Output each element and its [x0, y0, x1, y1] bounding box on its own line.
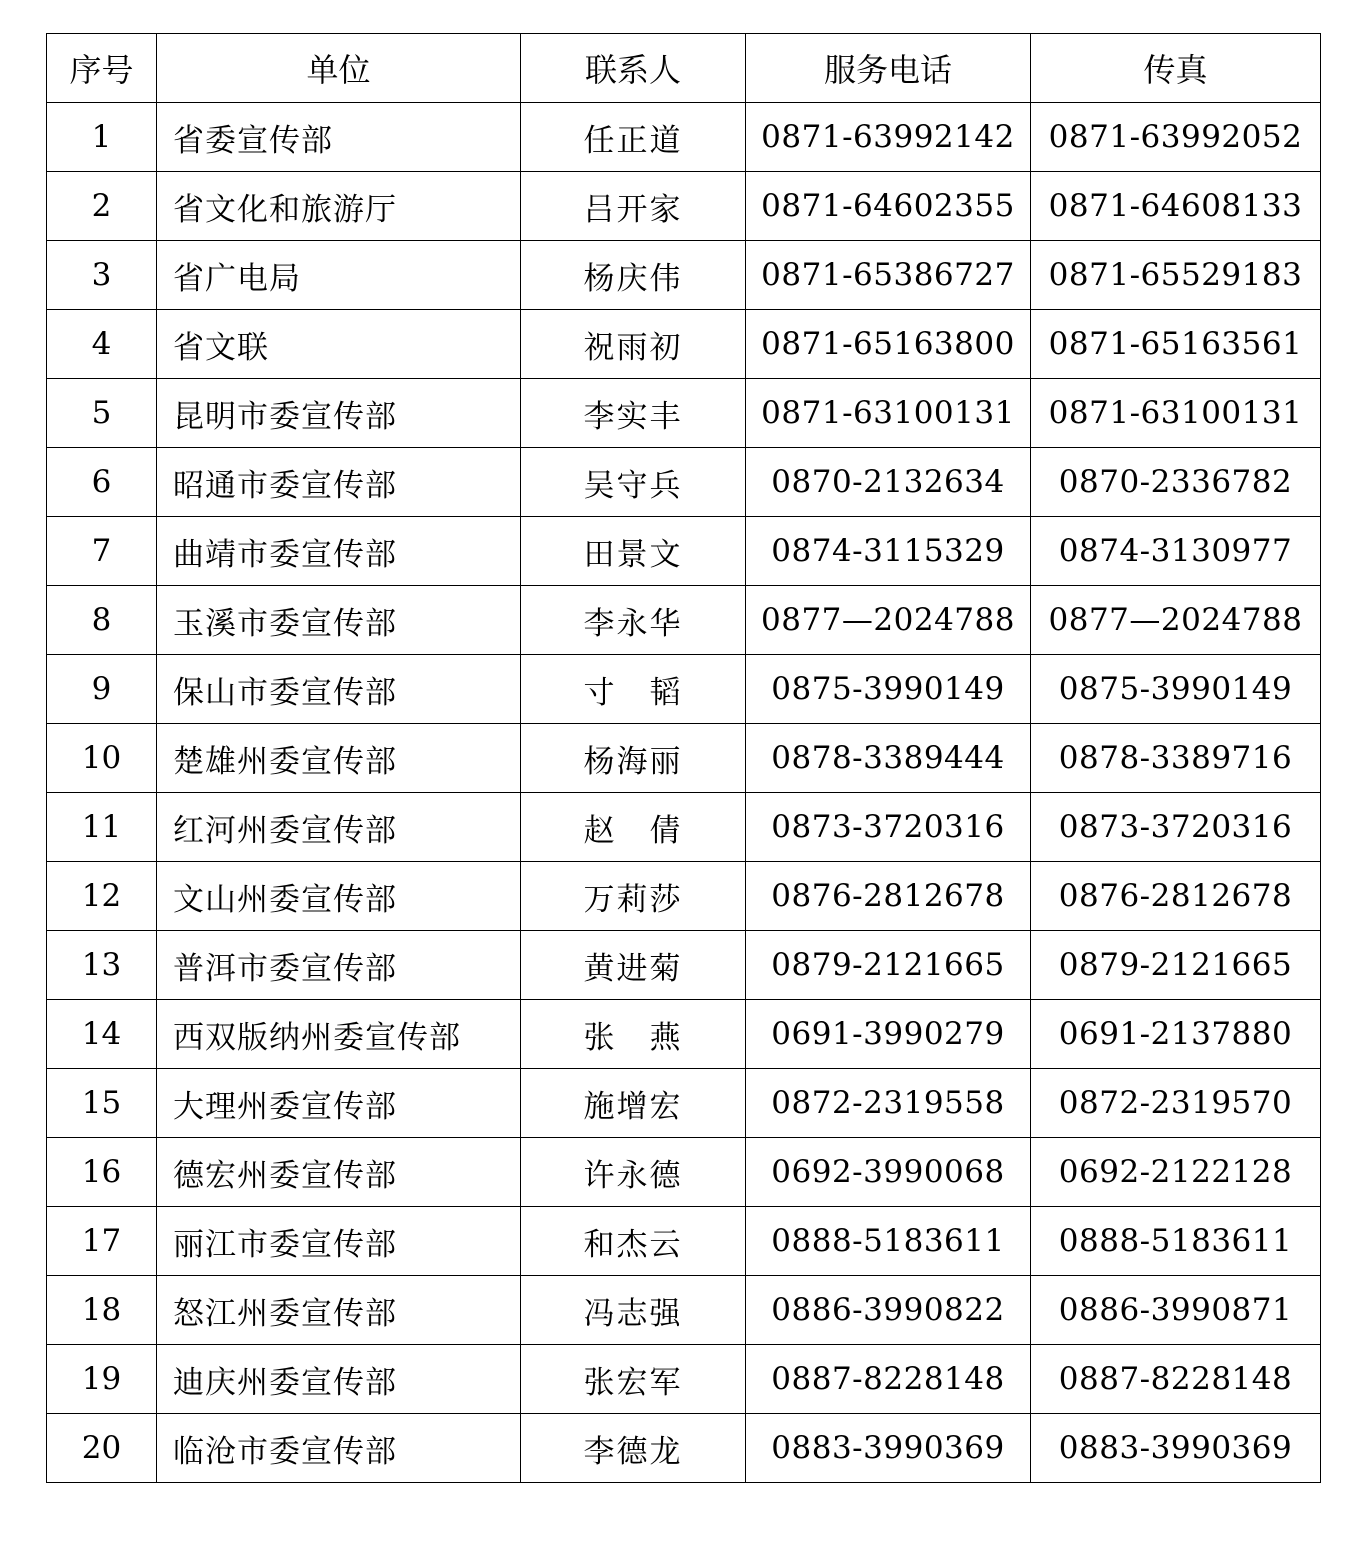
table-row — [47, 586, 1321, 655]
contact-person: 施增宏 — [521, 1069, 746, 1138]
contact-person: 任正道 — [521, 103, 746, 172]
table-row — [47, 448, 1321, 517]
fax-number: 0692-2122128 — [1031, 1138, 1321, 1207]
unit-name: 楚雄州委宣传部 — [157, 724, 521, 793]
contact-person: 杨庆伟 — [521, 241, 746, 310]
unit-name: 省文化和旅游厅 — [157, 172, 521, 241]
table-row — [47, 1345, 1321, 1414]
header-contact: 联系人 — [521, 34, 746, 103]
table-row — [47, 1414, 1321, 1483]
fax-number: 0877—2024788 — [1031, 586, 1321, 655]
service-phone: 0691-3990279 — [746, 1000, 1031, 1069]
contact-person: 李实丰 — [521, 379, 746, 448]
service-phone: 0875-3990149 — [746, 655, 1031, 724]
fax-number: 0878-3389716 — [1031, 724, 1321, 793]
contact-person: 冯志强 — [521, 1276, 746, 1345]
service-phone: 0876-2812678 — [746, 862, 1031, 931]
service-phone: 0871-65163800 — [746, 310, 1031, 379]
contact-table — [46, 33, 1321, 1483]
row-number: 12 — [47, 862, 157, 931]
service-phone: 0879-2121665 — [746, 931, 1031, 1000]
service-phone: 0886-3990822 — [746, 1276, 1031, 1345]
table-row — [47, 1000, 1321, 1069]
row-number: 17 — [47, 1207, 157, 1276]
table-row — [47, 724, 1321, 793]
row-number: 20 — [47, 1414, 157, 1483]
service-phone: 0692-3990068 — [746, 1138, 1031, 1207]
service-phone: 0874-3115329 — [746, 517, 1031, 586]
fax-number: 0875-3990149 — [1031, 655, 1321, 724]
fax-number: 0879-2121665 — [1031, 931, 1321, 1000]
contact-person: 赵 倩 — [521, 793, 746, 862]
table-row — [47, 1207, 1321, 1276]
row-number: 2 — [47, 172, 157, 241]
contact-person: 吕开家 — [521, 172, 746, 241]
row-number: 18 — [47, 1276, 157, 1345]
table-body — [47, 103, 1321, 1483]
table-row — [47, 793, 1321, 862]
row-number: 9 — [47, 655, 157, 724]
row-number: 19 — [47, 1345, 157, 1414]
unit-name: 文山州委宣传部 — [157, 862, 521, 931]
fax-number: 0888-5183611 — [1031, 1207, 1321, 1276]
row-number: 5 — [47, 379, 157, 448]
service-phone: 0871-65386727 — [746, 241, 1031, 310]
contact-person: 祝雨初 — [521, 310, 746, 379]
service-phone: 0883-3990369 — [746, 1414, 1031, 1483]
row-number: 3 — [47, 241, 157, 310]
unit-name: 临沧市委宣传部 — [157, 1414, 521, 1483]
table-row — [47, 310, 1321, 379]
row-number: 13 — [47, 931, 157, 1000]
contact-person: 张 燕 — [521, 1000, 746, 1069]
unit-name: 昆明市委宣传部 — [157, 379, 521, 448]
table-row — [47, 1138, 1321, 1207]
unit-name: 德宏州委宣传部 — [157, 1138, 521, 1207]
row-number: 11 — [47, 793, 157, 862]
table-row — [47, 517, 1321, 586]
fax-number: 0871-63992052 — [1031, 103, 1321, 172]
fax-number: 0871-65529183 — [1031, 241, 1321, 310]
unit-name: 怒江州委宣传部 — [157, 1276, 521, 1345]
service-phone: 0888-5183611 — [746, 1207, 1031, 1276]
table-row — [47, 172, 1321, 241]
row-number: 7 — [47, 517, 157, 586]
table-row — [47, 862, 1321, 931]
contact-person: 杨海丽 — [521, 724, 746, 793]
contact-person: 吴守兵 — [521, 448, 746, 517]
fax-number: 0883-3990369 — [1031, 1414, 1321, 1483]
service-phone: 0871-63100131 — [746, 379, 1031, 448]
table-row — [47, 1069, 1321, 1138]
unit-name: 昭通市委宣传部 — [157, 448, 521, 517]
fax-number: 0887-8228148 — [1031, 1345, 1321, 1414]
contact-person: 许永德 — [521, 1138, 746, 1207]
header-no: 序号 — [47, 34, 157, 103]
service-phone: 0887-8228148 — [746, 1345, 1031, 1414]
contact-person: 寸 韬 — [521, 655, 746, 724]
table-row — [47, 103, 1321, 172]
service-phone: 0873-3720316 — [746, 793, 1031, 862]
table-row — [47, 931, 1321, 1000]
unit-name: 曲靖市委宣传部 — [157, 517, 521, 586]
unit-name: 迪庆州委宣传部 — [157, 1345, 521, 1414]
table-row — [47, 241, 1321, 310]
unit-name: 普洱市委宣传部 — [157, 931, 521, 1000]
unit-name: 保山市委宣传部 — [157, 655, 521, 724]
service-phone: 0877—2024788 — [746, 586, 1031, 655]
unit-name: 丽江市委宣传部 — [157, 1207, 521, 1276]
header-fax: 传真 — [1031, 34, 1321, 103]
row-number: 4 — [47, 310, 157, 379]
service-phone: 0870-2132634 — [746, 448, 1031, 517]
contact-person: 李德龙 — [521, 1414, 746, 1483]
contact-person: 张宏军 — [521, 1345, 746, 1414]
contact-person: 和杰云 — [521, 1207, 746, 1276]
service-phone: 0871-63992142 — [746, 103, 1031, 172]
unit-name: 西双版纳州委宣传部 — [157, 1000, 521, 1069]
unit-name: 省广电局 — [157, 241, 521, 310]
row-number: 8 — [47, 586, 157, 655]
row-number: 1 — [47, 103, 157, 172]
fax-number: 0871-65163561 — [1031, 310, 1321, 379]
fax-number: 0871-64608133 — [1031, 172, 1321, 241]
service-phone: 0871-64602355 — [746, 172, 1031, 241]
contact-person: 黄进菊 — [521, 931, 746, 1000]
row-number: 15 — [47, 1069, 157, 1138]
fax-number: 0871-63100131 — [1031, 379, 1321, 448]
header-phone: 服务电话 — [746, 34, 1031, 103]
contact-person: 李永华 — [521, 586, 746, 655]
fax-number: 0873-3720316 — [1031, 793, 1321, 862]
fax-number: 0886-3990871 — [1031, 1276, 1321, 1345]
fax-number: 0691-2137880 — [1031, 1000, 1321, 1069]
table-row — [47, 655, 1321, 724]
fax-number: 0874-3130977 — [1031, 517, 1321, 586]
table-header — [47, 34, 1321, 103]
row-number: 10 — [47, 724, 157, 793]
row-number: 16 — [47, 1138, 157, 1207]
fax-number: 0872-2319570 — [1031, 1069, 1321, 1138]
table-row — [47, 1276, 1321, 1345]
unit-name: 玉溪市委宣传部 — [157, 586, 521, 655]
unit-name: 省文联 — [157, 310, 521, 379]
contact-person: 万莉莎 — [521, 862, 746, 931]
unit-name: 大理州委宣传部 — [157, 1069, 521, 1138]
unit-name: 省委宣传部 — [157, 103, 521, 172]
row-number: 6 — [47, 448, 157, 517]
contact-person: 田景文 — [521, 517, 746, 586]
fax-number: 0870-2336782 — [1031, 448, 1321, 517]
header-row — [47, 34, 1321, 103]
service-phone: 0872-2319558 — [746, 1069, 1031, 1138]
service-phone: 0878-3389444 — [746, 724, 1031, 793]
table-row — [47, 379, 1321, 448]
row-number: 14 — [47, 1000, 157, 1069]
unit-name: 红河州委宣传部 — [157, 793, 521, 862]
header-unit: 单位 — [157, 34, 521, 103]
fax-number: 0876-2812678 — [1031, 862, 1321, 931]
